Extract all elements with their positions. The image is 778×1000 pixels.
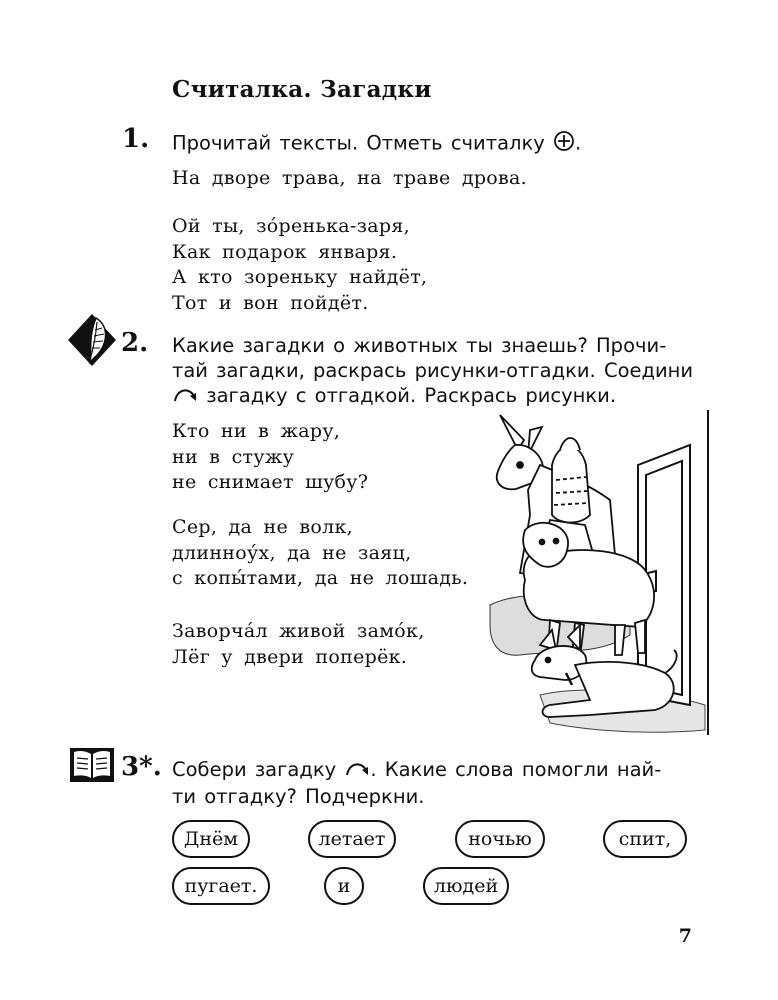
text-line: Тот и вон пойдёт. — [172, 291, 369, 314]
riddle-3 — [172, 619, 425, 670]
circled-plus-icon — [553, 130, 575, 158]
text-line: А кто зореньку найдёт, — [172, 266, 428, 288]
task2-instruction — [172, 333, 693, 410]
instruction-text: . Какие слова помогли най- — [370, 758, 662, 781]
riddle-line: Заворча́л живой замо́к, — [172, 620, 425, 642]
instruction-line: Какие загадки о животных ты знаешь? Прочи- — [172, 334, 667, 357]
text-line: Как подарок января. — [172, 240, 398, 263]
text-line: Ой ты, зо́ренька-заря, — [172, 215, 411, 237]
riddle-line: не снимает шубу? — [172, 471, 369, 493]
instruction-text: загадку с отгадкой. Раскрась рисунки. — [206, 384, 617, 407]
word-pill[interactable]: ночью — [455, 820, 545, 858]
text-line: На дворе трава, на траве дрова. — [172, 167, 527, 189]
task1-instruction-text: Прочитай тексты. Отметь считалку — [172, 131, 545, 155]
word-pill[interactable]: летает — [308, 820, 396, 858]
instruction-text: Собери загадку — [172, 758, 337, 781]
task1-instruction-end: . — [575, 131, 582, 155]
task3-instruction — [172, 757, 661, 809]
feather-diamond-icon — [66, 312, 118, 373]
page-title: Считалка. Загадки — [172, 76, 432, 103]
riddle-2 — [172, 515, 468, 592]
task1-number: 1. — [122, 124, 150, 154]
word-pill[interactable]: и — [324, 867, 364, 905]
task3-number: 3*. — [121, 752, 162, 782]
word-pill[interactable]: пугает. — [172, 867, 270, 905]
riddle-line: Кто ни в жару, — [172, 420, 341, 442]
word-pill[interactable]: Днём — [172, 820, 250, 858]
instruction-line: тай загадки, раскрась рисунки-отгадки. Соедини — [172, 359, 694, 382]
riddle-line: ни в стужу — [172, 445, 295, 468]
page-number: 7 — [678, 925, 692, 947]
instruction-line — [172, 757, 661, 784]
task1-instruction — [172, 130, 581, 158]
word-pill[interactable]: спит, — [603, 820, 687, 858]
riddle-line: с копы́тами, да не лошадь. — [172, 567, 469, 589]
riddle-1 — [172, 419, 368, 496]
task1-text1 — [172, 166, 527, 192]
animals-illustration[interactable] — [480, 405, 712, 740]
riddle-line: Сер, да не волк, — [172, 516, 353, 538]
word-pill[interactable]: людей — [423, 867, 509, 905]
book-icon — [68, 744, 116, 791]
task2-number: 2. — [121, 328, 149, 358]
task1-text2 — [172, 214, 427, 316]
riddle-line: длинноу́х, да не заяц, — [172, 541, 412, 564]
connect-arrow-icon — [172, 384, 198, 410]
connect-arrow-icon — [344, 758, 370, 784]
riddle-line: Лёг у двери поперёк. — [172, 645, 408, 668]
instruction-line: ти отгадку? Подчеркни. — [172, 784, 425, 808]
